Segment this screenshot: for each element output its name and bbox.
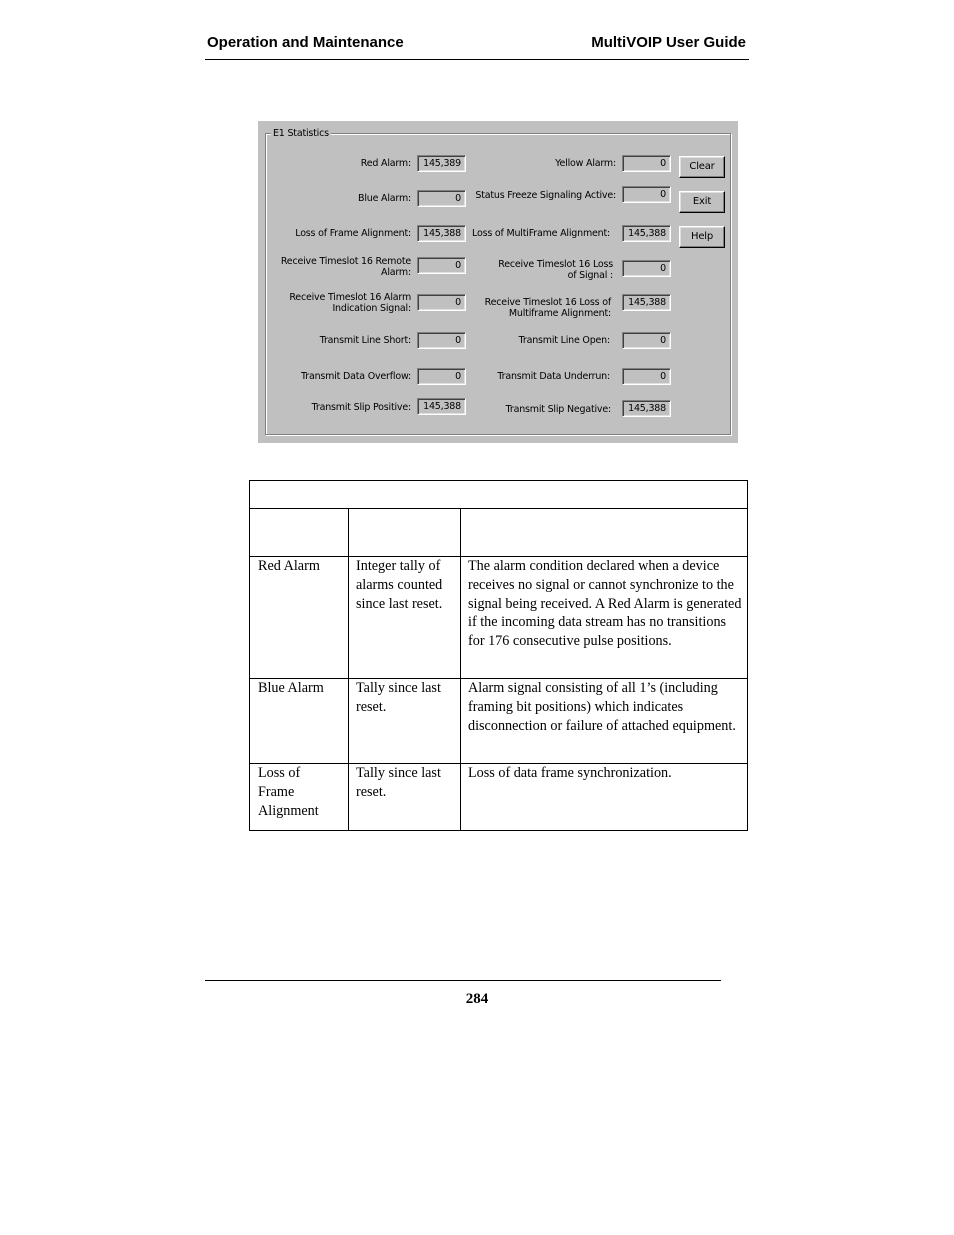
- row-loss-of-frame-values: Tally since last reset.: [356, 765, 441, 800]
- row-blue-alarm-description: Alarm signal consisting of all 1’s (including framing bit positions) which indicates disconnection or failure of attached equipment.: [468, 680, 736, 734]
- loss-of-multiframe-alignment-field: 145,388: [622, 225, 671, 242]
- ts16-multiframe-alignment-field: 145,388: [622, 294, 671, 311]
- table-col-rule-2: [460, 508, 461, 831]
- ts16-loss-of-signal-label: [498, 259, 613, 281]
- row-red-alarm-values: Integer tally of alarms counted since last reset.: [356, 558, 443, 612]
- field-description-table: [249, 480, 748, 831]
- page-number: 284: [465, 991, 489, 1007]
- table-border-right: [747, 480, 748, 831]
- transmit-slip-negative-label: Transmit Slip Negative:: [505, 404, 611, 415]
- loss-of-frame-alignment-label: Loss of Frame Alignment:: [295, 228, 411, 239]
- header-rule: [205, 59, 749, 60]
- e1-statistics-dialog: [258, 121, 738, 443]
- ts16-multiframe-alignment-label-text: Receive Timeslot 16 Loss of Multiframe Alignment:: [484, 297, 611, 319]
- transmit-slip-positive-label: Transmit Slip Positive:: [311, 402, 411, 413]
- table-col-rule-1: [348, 508, 349, 831]
- ts16-loss-of-signal-label-text: Receive Timeslot 16 Loss of Signal :: [498, 259, 613, 281]
- table-rule-title: [249, 508, 748, 509]
- loss-of-frame-alignment-field: 145,388: [417, 225, 466, 242]
- blue-alarm-label: Blue Alarm:: [358, 193, 411, 204]
- transmit-line-open-label: Transmit Line Open:: [518, 335, 610, 346]
- table-border-top: [249, 480, 748, 481]
- loss-of-multiframe-alignment-label: Loss of MultiFrame Alignment:: [472, 228, 610, 239]
- ts16-alarm-indication-field: 0: [417, 294, 466, 311]
- transmit-line-short-label: Transmit Line Short:: [319, 335, 411, 346]
- yellow-alarm-label: Yellow Alarm:: [555, 158, 616, 169]
- transmit-data-overflow-field: 0: [417, 368, 466, 385]
- table-border-bottom: [249, 830, 748, 831]
- transmit-data-underrun-field: 0: [622, 368, 671, 385]
- row-loss-of-frame-description: Loss of data frame synchronization.: [468, 765, 672, 781]
- transmit-slip-negative-field: 145,388: [622, 400, 671, 417]
- footer-rule: [205, 980, 721, 981]
- row-loss-of-frame-field: Loss of Frame Alignment: [258, 765, 319, 819]
- ts16-alarm-indication-label-text: Receive Timeslot 16 Alarm Indication Signal:: [289, 292, 411, 314]
- ts16-remote-alarm-field: 0: [417, 257, 466, 274]
- status-freeze-label: Status Freeze Signaling Active:: [475, 190, 616, 201]
- ts16-remote-alarm-label: [281, 256, 411, 278]
- blue-alarm-field: 0: [417, 190, 466, 207]
- ts16-multiframe-alignment-label: [485, 297, 611, 319]
- transmit-data-overflow-label: Transmit Data Overflow:: [301, 371, 411, 382]
- exit-button[interactable]: Exit: [679, 191, 725, 213]
- row-red-alarm-description: The alarm condition declared when a device receives no signal or cannot synchronize to the signal being received. A Red Alarm is generated if the incoming data stream has no transitions for 176 consecutive pulse positions.: [468, 558, 742, 650]
- ts16-remote-alarm-label-text: Receive Timeslot 16 Remote Alarm:: [280, 256, 411, 278]
- transmit-line-short-field: 0: [417, 332, 466, 349]
- help-button[interactable]: Help: [679, 226, 725, 248]
- header-section-title: Operation and Maintenance: [207, 34, 404, 51]
- transmit-line-open-field: 0: [622, 332, 671, 349]
- header-guide-title: MultiVOIP User Guide: [591, 34, 746, 51]
- clear-button[interactable]: Clear: [679, 156, 725, 178]
- row-blue-alarm-field: Blue Alarm: [258, 680, 324, 696]
- status-freeze-field: 0: [622, 186, 671, 203]
- e1-statistics-group: [265, 133, 731, 435]
- group-title: E1 Statistics: [273, 128, 329, 139]
- ts16-loss-of-signal-field: 0: [622, 260, 671, 277]
- red-alarm-label: Red Alarm:: [360, 158, 411, 169]
- ts16-alarm-indication-label: [289, 292, 411, 314]
- red-alarm-field: 145,389: [417, 155, 466, 172]
- yellow-alarm-field: 0: [622, 155, 671, 172]
- table-border-left: [249, 480, 250, 831]
- transmit-data-underrun-label: Transmit Data Underrun:: [497, 371, 610, 382]
- transmit-slip-positive-field: 145,388: [417, 398, 466, 415]
- row-red-alarm-field: Red Alarm: [258, 558, 320, 574]
- row-blue-alarm-values: Tally since last reset.: [356, 680, 441, 715]
